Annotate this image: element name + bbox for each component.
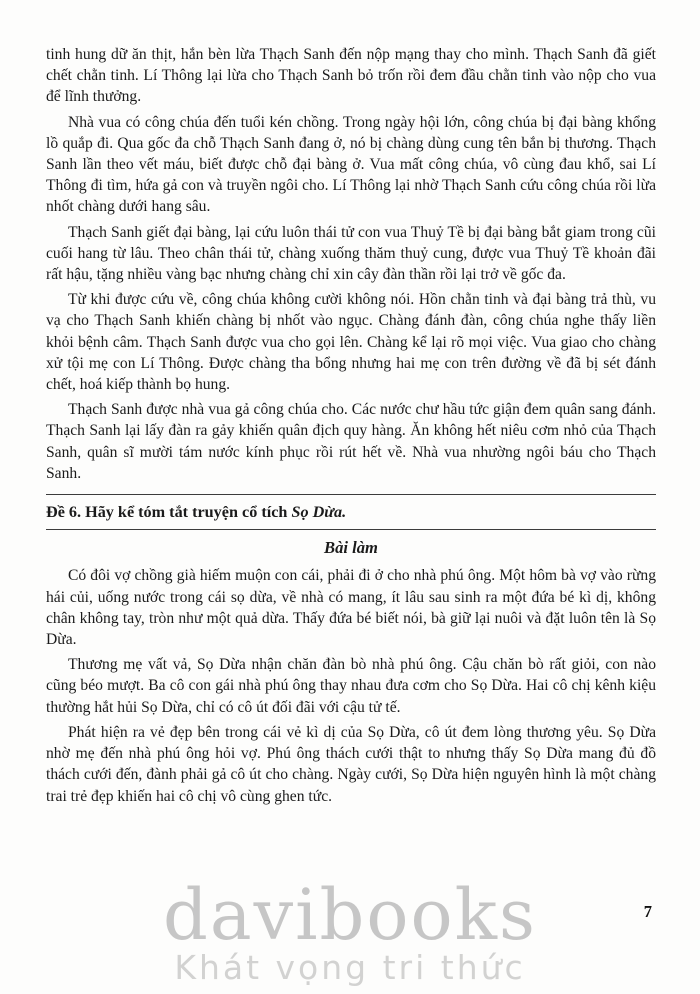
paragraph: Thạch Sanh được nhà vua gả công chúa cho. Các nước chư hầu tức giận đem quân sang đánh. Thạch Sanh lại lấy đàn ra gảy khiến quân địch quy hàng. Ăn không hết niêu cơm nhỏ của Thạch Sanh, quân sĩ mười tám nước kính phục rồi rút hết về. Nhà vua nhường ngôi báu cho Thạch Sanh.: [46, 401, 656, 482]
paragraph: Phát hiện ra vẻ đẹp bên trong cái vẻ kì dị của Sọ Dừa, cô út đem lòng thương yêu. Sọ Dừa nhờ mẹ đến nhà phú ông hỏi vợ. Phú ông thách cưới thật to nhưng thấy Sọ Dừa mang đủ đồ thách cưới đến, đành phải gả cô út cho chàng. Ngày cưới, Sọ Dừa hiện nguyên hình là một chàng trai trẻ đẹp khiến hai cô chị vô cùng ghen tức.: [46, 723, 656, 805]
paragraph: Có đôi vợ chồng già hiếm muộn con cái, phải đi ở cho nhà phú ông. Một hôm bà vợ vào rừng hái củi, uống nước trong cái sọ dừa, về nhà có mang, ít lâu sau sinh ra một đứa bé kì dị, không chân không tay, tròn như một quả dừa. Thấy đứa bé biết nói, bà giữ lại nuôi và đặt luôn tên là Sọ Dừa.: [46, 567, 656, 649]
paragraph: Từ khi được cứu về, công chúa không cười không nói. Hồn chằn tinh và đại bàng trả thù, vu vạ cho Thạch Sanh khiến chàng bị nhốt vào ngục. Chàng đánh đàn, công chúa nghe thấy liền khỏi bệnh câm. Thạch Sanh được vua cho gọi lên. Chàng kể lại rõ mọi việc. Vua giao cho chàng xử tội mẹ con Lí Thông. Được chàng tha bổng nhưng hai mẹ con trên đường về đã bị sét đánh chết, hoá kiếp thành bọ hung.: [46, 291, 656, 394]
watermark-slogan: Khát vọng tri thức: [174, 948, 526, 987]
section-heading: Bài làm: [324, 538, 378, 558]
exercise-text: Hãy kể tóm tắt truyện cổ tích: [81, 503, 292, 522]
exercise-number: Đề 6.: [46, 503, 82, 522]
paragraph: tinh hung dữ ăn thịt, hắn bèn lừa Thạch Sanh đến nộp mạng thay cho mình. Thạch Sanh đã giết chết chằn tinh. Lí Thông lại lừa cho Thạch Sanh bỏ trốn rồi đem đầu chằn tinh vào nộp cho vua để lĩnh thưởng.: [46, 46, 656, 106]
work-title: Sọ Dừa.: [291, 503, 347, 522]
page-number: 7: [643, 902, 652, 921]
watermark: [0, 874, 700, 988]
paragraph: Thạch Sanh giết đại bàng, lại cứu luôn thái tử con vua Thuỷ Tề bị đại bàng bắt giam trong cũi cuối hang từ lâu. Theo chân thái tử, chàng xuống thăm thuỷ cung, được vua Thuỷ Tề khoản đãi rất hậu, tặng nhiều vàng bạc nhưng chàng chỉ xin cây đàn thần rồi lại trở về gốc đa.: [46, 223, 656, 284]
exercise-prompt: [46, 494, 656, 530]
paragraph: Nhà vua có công chúa đến tuổi kén chồng. Trong ngày hội lớn, công chúa bị đại bàng khổng lồ quắp đi. Qua gốc đa chỗ Thạch Sanh đang ở, nó bị chàng dùng cung tên bắn bị thương. Thạch Sanh lần theo vết máu, biết được chỗ đại bàng ở. Vua mất công chúa, vô cùng đau khổ, sai Lí Thông đi tìm, hứa gả con và truyền ngôi cho. Lí Thông lại nhờ Thạch Sanh cứu công chúa rồi lừa nhốt chàng dưới hang sâu.: [46, 113, 656, 216]
watermark-brand: davibooks: [163, 874, 537, 956]
paragraph: Thương mẹ vất vả, Sọ Dừa nhận chăn đàn bò nhà phú ông. Cậu chăn bò rất giỏi, con nào cũng béo mượt. Ba cô con gái nhà phú ông thay nhau đưa cơm cho Sọ Dừa. Hai cô chị kênh kiệu thường hắt hủi Sọ Dừa, chỉ có cô út đối đãi với cậu tử tế.: [46, 656, 656, 716]
